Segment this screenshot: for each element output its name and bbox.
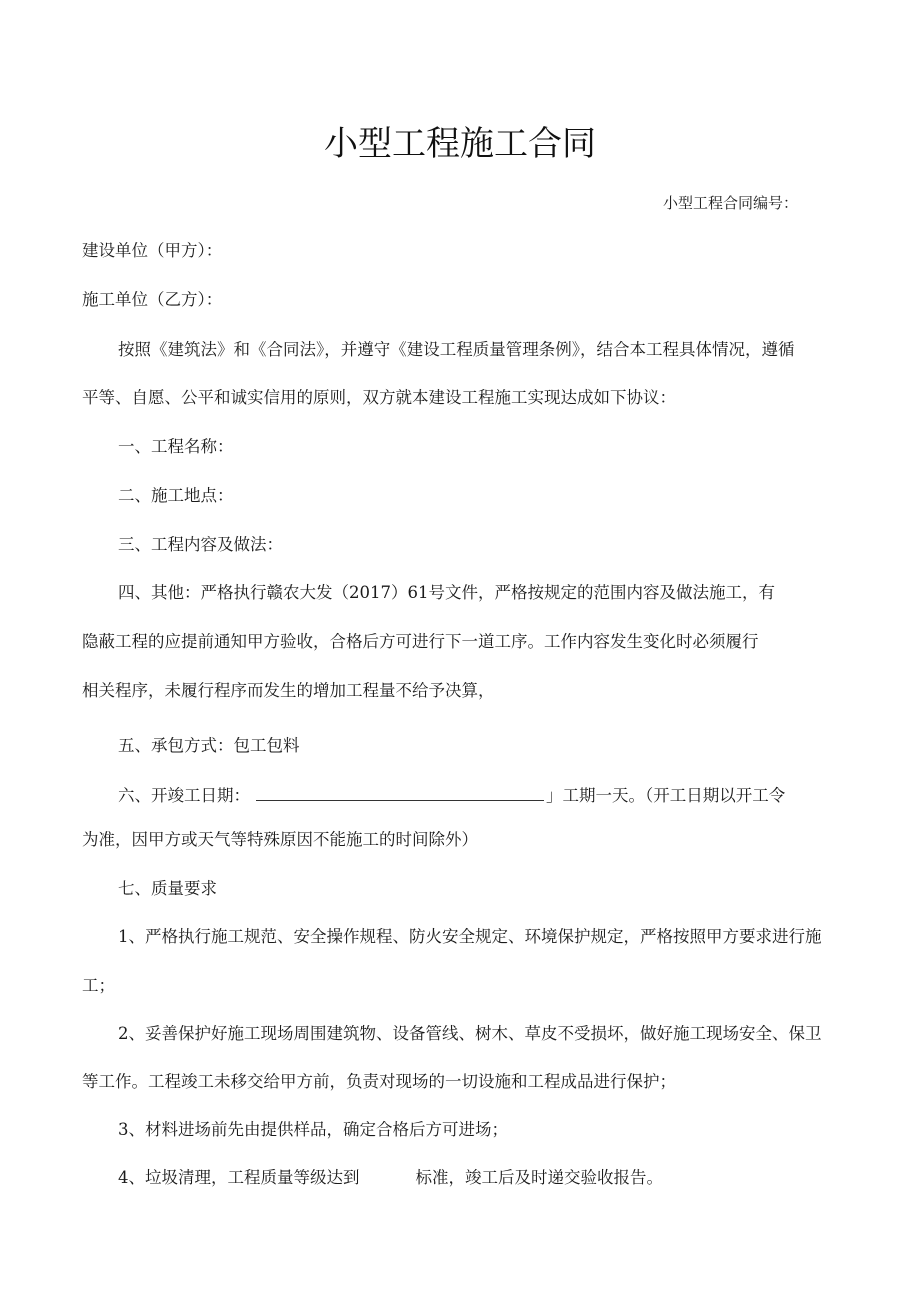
quality-clause-1-line-2: 工；	[82, 976, 115, 995]
page-title: 小型工程施工合同	[324, 124, 596, 164]
dates-blank-field	[256, 784, 544, 801]
quality-clause-4-suffix: 标准，竣工后及时递交验收报告。	[415, 1168, 663, 1187]
item-dates-suffix: 」工期一天。（开工日期以开工令	[546, 786, 786, 805]
item-project-name: 一、工程名称：	[118, 437, 234, 456]
contract-number-label: 小型工程合同编号：	[662, 194, 798, 212]
item-dates-line-2: 为准，因甲方或天气等特殊原因不能施工的时间除外）	[82, 830, 478, 849]
quality-clause-2-line-1: 2、妥善保护好施工现场周围建筑物、设备管线、树木、草皮不受损坏，做好施工现场安全、保卫	[118, 1024, 822, 1043]
item-quality-heading: 七、质量要求	[118, 879, 217, 898]
intro-paragraph-line-2: 平等、自愿、公平和诚实信用的原则，双方就本建设工程施工实现达成如下协议：	[82, 388, 676, 407]
item-other-line-1: 四、其他：严格执行赣农大发（2017）61号文件，严格按规定的范围内容及做法施工，有	[118, 583, 775, 602]
item-dates-prefix: 六、开竣工日期：	[118, 786, 250, 805]
quality-clause-3: 3、材料进场前先由提供样品，确定合格后方可进场；	[118, 1120, 508, 1139]
party-b-label: 施工单位（乙方）：	[82, 290, 223, 309]
item-dates-line-1	[118, 784, 785, 807]
quality-clause-2-line-2: 等工作。工程竣工未移交给甲方前，负责对现场的一切设施和工程成品进行保护；	[82, 1072, 676, 1091]
quality-clause-1-line-1: 1、严格执行施工规范、安全操作规程、防火安全规定、环境保护规定，严格按照甲方要求进行施	[118, 927, 822, 946]
item-contract-method: 五、承包方式：包工包料	[118, 736, 300, 755]
item-other-line-3: 相关程序，未履行程序而发生的增加工程量不给予决算，	[82, 681, 495, 700]
party-a-label: 建设单位（甲方）：	[82, 241, 223, 260]
item-other-line-2: 隐蔽工程的应提前通知甲方验收，合格后方可进行下一道工序。工作内容发生变化时必须履行	[82, 632, 759, 651]
item-project-content: 三、工程内容及做法：	[118, 535, 283, 554]
item-construction-site: 二、施工地点：	[118, 486, 234, 505]
intro-paragraph-line-1: 按照《建筑法》和《合同法》，并遵守《建设工程质量管理条例》，结合本工程具体情况，遵循	[118, 340, 795, 359]
quality-clause-4-prefix: 4、垃圾清理，工程质量等级达到	[118, 1168, 360, 1187]
quality-clause-4	[118, 1167, 663, 1189]
